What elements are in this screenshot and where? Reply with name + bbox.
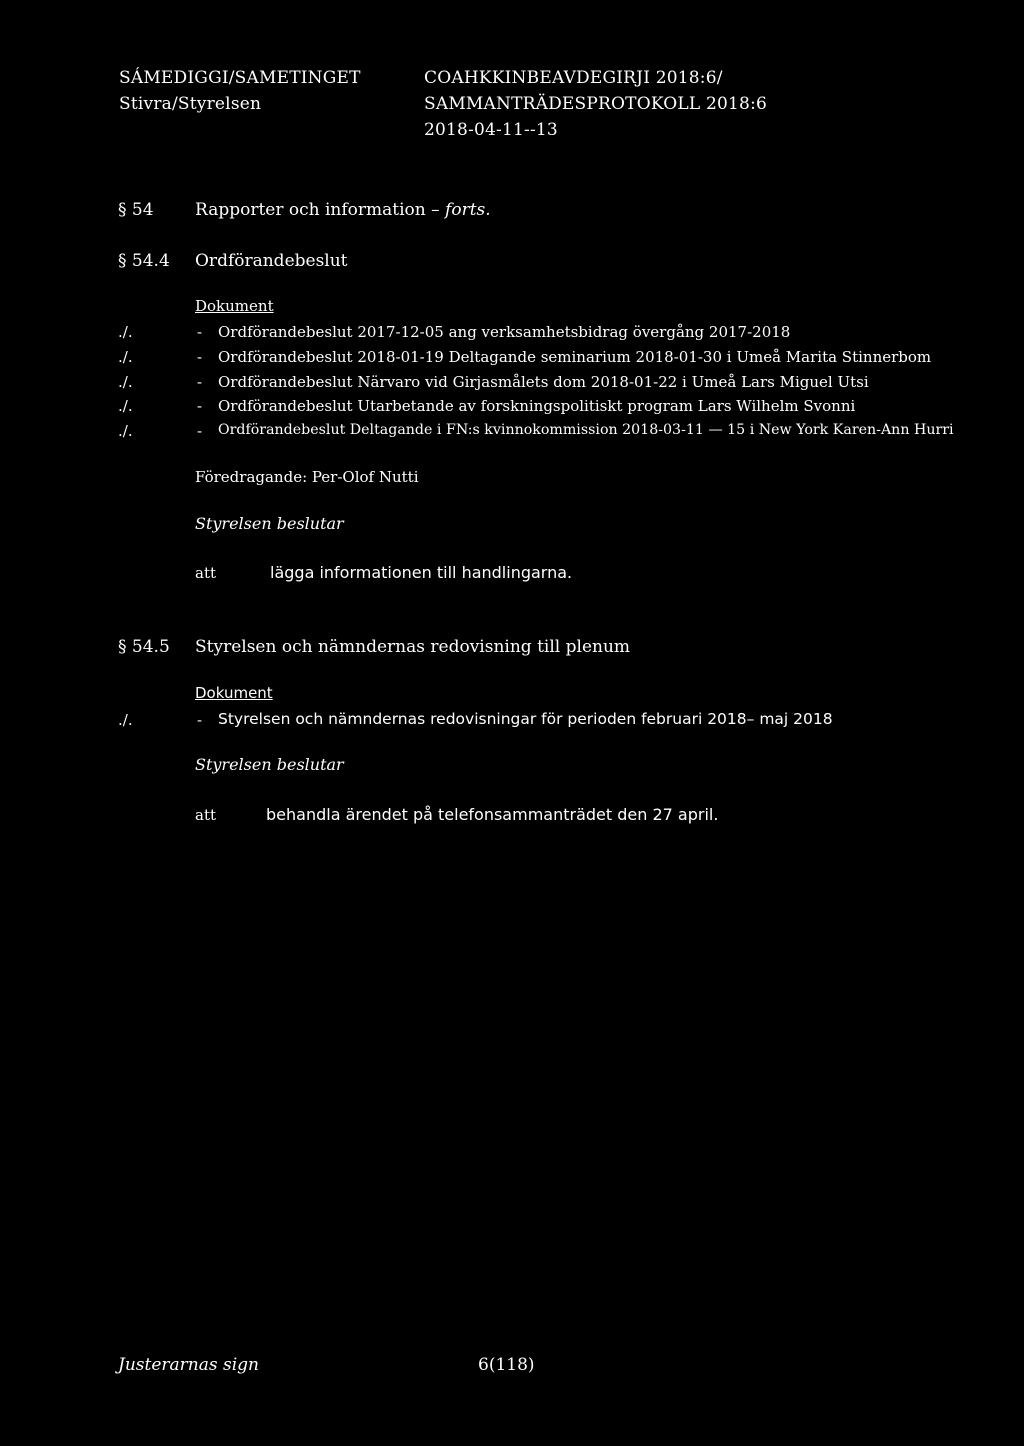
decision-text: lägga informationen till handlingarna.: [270, 563, 573, 582]
presenter: Föredragande: Per-Olof Nutti: [195, 468, 419, 486]
section-number: § 54: [118, 200, 154, 220]
bullet-dash: -: [197, 348, 203, 366]
section-title-suffix: forts.: [445, 200, 491, 220]
att-label: att: [195, 564, 216, 582]
attachment-marker: ./.: [118, 373, 133, 391]
decision-heading: Styrelsen beslutar: [195, 514, 344, 533]
document-item: Ordförandebeslut 2017-12-05 ang verksamhetsbidrag övergång 2017-2018: [218, 323, 791, 341]
bullet-dash: -: [197, 397, 203, 415]
document-label: Dokument: [195, 297, 274, 315]
decision-text: behandla ärendet på telefonsammanträdet den 27 april.: [266, 805, 719, 824]
attachment-marker: ./.: [118, 323, 133, 341]
doc-title: SAMMANTRÄDESPROTOKOLL 2018:6: [424, 94, 768, 114]
att-label: att: [195, 806, 216, 824]
page-number: 6(118): [478, 1355, 535, 1375]
subsection-number: § 54.4: [118, 251, 170, 271]
document-item: Ordförandebeslut Deltagande i FN:s kvinnokommission 2018-03-11 — 15 i New York Karen-Ann Hurri: [218, 422, 954, 438]
document-item: Styrelsen och nämndernas redovisningar för perioden februari 2018– maj 2018: [218, 710, 833, 728]
org-unit: Stivra/Styrelsen: [119, 94, 262, 114]
document-item: Ordförandebeslut Utarbetande av forskningspolitiskt program Lars Wilhelm Svonni: [218, 397, 856, 415]
section-title-text: Rapporter och information –: [195, 200, 446, 220]
decision-heading: Styrelsen beslutar: [195, 755, 344, 774]
org-name: SÁMEDIGGI/SAMETINGET: [119, 68, 361, 88]
section-title: [195, 200, 491, 220]
bullet-dash: -: [197, 711, 203, 729]
document-item: Ordförandebeslut 2018-01-19 Deltagande seminarium 2018-01-30 i Umeå Marita Stinnerbom: [218, 348, 932, 366]
bullet-dash: -: [197, 323, 203, 341]
doc-date: 2018-04-11--13: [424, 120, 558, 140]
attachment-marker: ./.: [118, 348, 133, 366]
bullet-dash: -: [197, 422, 203, 440]
subsection-title: Styrelsen och nämndernas redovisning till plenum: [195, 637, 631, 657]
subsection-number: § 54.5: [118, 637, 170, 657]
signature-label: Justerarnas sign: [118, 1355, 259, 1375]
doc-type: COAHKKINBEAVDEGIRJI 2018:6/: [424, 68, 723, 88]
attachment-marker: ./.: [118, 397, 133, 415]
bullet-dash: -: [197, 373, 203, 391]
document-label: Dokument: [195, 684, 273, 702]
document-item: Ordförandebeslut Närvaro vid Girjasmålets dom 2018-01-22 i Umeå Lars Miguel Utsi: [218, 373, 869, 391]
subsection-title: Ordförandebeslut: [195, 251, 348, 271]
attachment-marker: ./.: [118, 711, 133, 729]
attachment-marker: ./.: [118, 422, 133, 440]
